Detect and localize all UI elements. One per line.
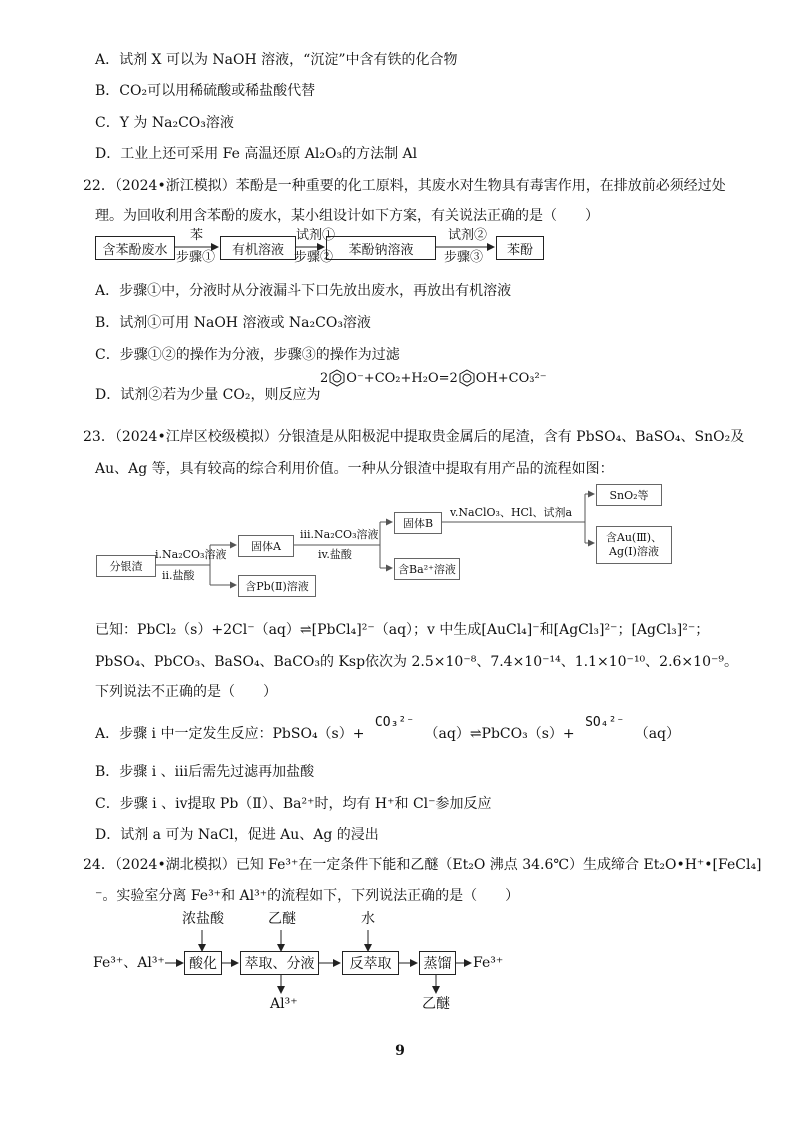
- arrow2-reagent: 试剂①: [296, 228, 336, 243]
- output-fe: Fe³⁺: [473, 955, 504, 971]
- q21-option-a: A．试剂 X 可以为 NaOH 溶液，“沉淀”中含有铁的化合物: [95, 52, 458, 68]
- sulfate-ion: SO₄²⁻: [585, 715, 625, 730]
- reagent-conc-hcl: 浓盐酸: [182, 911, 224, 927]
- au-label: 含Au(Ⅲ)、: [605, 531, 663, 544]
- q22-option-b: B．试剂①可用 NaOH 溶液或 Na₂CO₃溶液: [95, 315, 371, 331]
- flow-box-sodium-phenoxide: 苯酚钠溶液: [326, 236, 436, 260]
- flow-box-back-extract: 反萃取: [342, 951, 399, 975]
- eq-coef: 2: [320, 370, 329, 386]
- flow-box-pb-solution: 含Pb(Ⅱ)溶液: [238, 575, 316, 597]
- q23-stem-line1: 23．（2024•江岸区校级模拟）分银渣是从阳极泥中提取贵金属后的尾渣，含有 PbSO₄、BaSO₄、SnO₂及: [83, 429, 745, 445]
- flow-box-organic-solution: 有机溶液: [220, 236, 296, 260]
- q23-option-d: D．试剂 a 可为 NaCl，促进 Au、Ag 的浸出: [95, 827, 379, 843]
- q23-option-b: B．步骤 i 、iii后需先过滤再加盐酸: [95, 764, 315, 780]
- flow-box-ba-solution: 含Ba²⁺溶液: [394, 558, 460, 580]
- arrow3-step: 步骤③: [444, 250, 484, 265]
- q24-stem-line1: 24．（2024•湖北模拟）已知 Fe³⁺在一定条件下能和乙醚（Et₂O 沸点 34.6℃）生成缔合 Et₂O•H⁺•[FeCl₄]: [83, 857, 762, 873]
- opt-a-part2: （aq）⇌PbCO₃（s）+: [424, 726, 575, 742]
- step-iv-label: iv.盐酸: [318, 548, 352, 561]
- eq-part1: O⁻+CO₂+H₂O=2: [346, 370, 458, 386]
- arrow3-reagent: 试剂②: [448, 228, 488, 243]
- flow-box-silver-residue: 分银渣: [96, 555, 156, 577]
- flow-box-solid-b: 固体B: [394, 512, 442, 534]
- q24-stem-line2: ⁻。实验室分离 Fe³⁺和 Al³⁺的流程如下，下列说法正确的是（ ）: [95, 888, 520, 904]
- step-ii-label: ii.盐酸: [162, 569, 195, 582]
- q22-option-c: C．步骤①②的操作为分液，步骤③的操作为过滤: [95, 347, 400, 363]
- q21-option-b: B．CO₂可以用稀硫酸或稀盐酸代替: [95, 83, 316, 99]
- q22-stem-line2: 理。为回收利用含苯酚的废水，某小组设计如下方案，有关说法正确的是（ ）: [95, 208, 599, 224]
- q23-known-line2: PbSO₄、PbCO₃、BaSO₄、BaCO₃的 Ksp依次为 2.5×10⁻⁸、7.4×10⁻¹⁴、1.1×10⁻¹⁰、2.6×10⁻⁹。: [95, 654, 738, 670]
- input-ions: Fe³⁺、Al³⁺: [93, 955, 165, 971]
- reagent-water: 水: [361, 911, 375, 927]
- page-number: 9: [395, 1043, 405, 1059]
- q23-option-c: C．步骤 i 、iv提取 Pb（Ⅱ）、Ba²⁺时，均有 H⁺和 Cl⁻参加反应: [95, 796, 492, 812]
- q23-question: 下列说法不正确的是（ ）: [95, 684, 277, 700]
- output-al: Al³⁺: [270, 996, 298, 1012]
- ag-label: Ag(Ⅰ)溶液: [609, 545, 659, 558]
- q21-option-c: C．Y 为 Na₂CO₃溶液: [95, 115, 234, 131]
- arrow2-step: 步骤②: [294, 250, 334, 265]
- q22-option-d: D．试剂②若为少量 CO₂，则反应为: [95, 387, 321, 403]
- flow-box-solid-a: 固体A: [238, 535, 294, 557]
- step-i-label: i.Na₂CO₃溶液: [155, 548, 227, 561]
- eq-part2: OH+CO₃²⁻: [475, 370, 547, 386]
- flow-box-extract-separate: 萃取、分液: [240, 951, 319, 975]
- flow-box-phenol: 苯酚: [496, 236, 544, 260]
- carbonate-ion: CO₃²⁻: [374, 715, 415, 730]
- step-iii-label: iii.Na₂CO₃溶液: [300, 528, 379, 541]
- step-v-label: v.NaClO₃、HCl、试剂a: [450, 506, 573, 519]
- opt-a-part1: A．步骤 i 中一定发生反应：PbSO₄（s）+: [95, 726, 365, 742]
- arrow1-reagent: 苯: [190, 228, 204, 243]
- flow-box-phenol-wastewater: 含苯酚废水: [95, 236, 175, 260]
- q23-stem-line2: Au、Ag 等，具有较高的综合利用价值。一种从分银渣中提取有用产品的流程如图：: [95, 461, 614, 477]
- flow-box-distill: 蒸馏: [419, 951, 456, 975]
- q23-known-line1: 已知：PbCl₂（s）+2Cl⁻（aq）⇌[PbCl₄]²⁻（aq）；v 中生成[AuCl₄]⁻和[AgCl₃]²⁻；[AgCl₃]²⁻；: [95, 622, 710, 638]
- flow-box-acidify: 酸化: [184, 951, 222, 975]
- arrow1-step: 步骤①: [176, 250, 216, 265]
- flow-box-sno2: SnO₂等: [596, 484, 662, 506]
- output-ether: 乙醚: [422, 996, 450, 1012]
- q21-option-d: D．工业上还可采用 Fe 高温还原 Al₂O₃的方法制 Al: [95, 146, 418, 162]
- opt-a-part3: （aq）: [634, 726, 681, 742]
- q22-stem-line1: 22．（2024•浙江模拟）苯酚是一种重要的化工原料，其废水对生物具有毒害作用，在排放前必须经过处: [83, 178, 726, 194]
- reagent-ether: 乙醚: [268, 911, 296, 927]
- q22-option-a: A．步骤①中，分液时从分液漏斗下口先放出废水，再放出有机溶液: [95, 283, 512, 299]
